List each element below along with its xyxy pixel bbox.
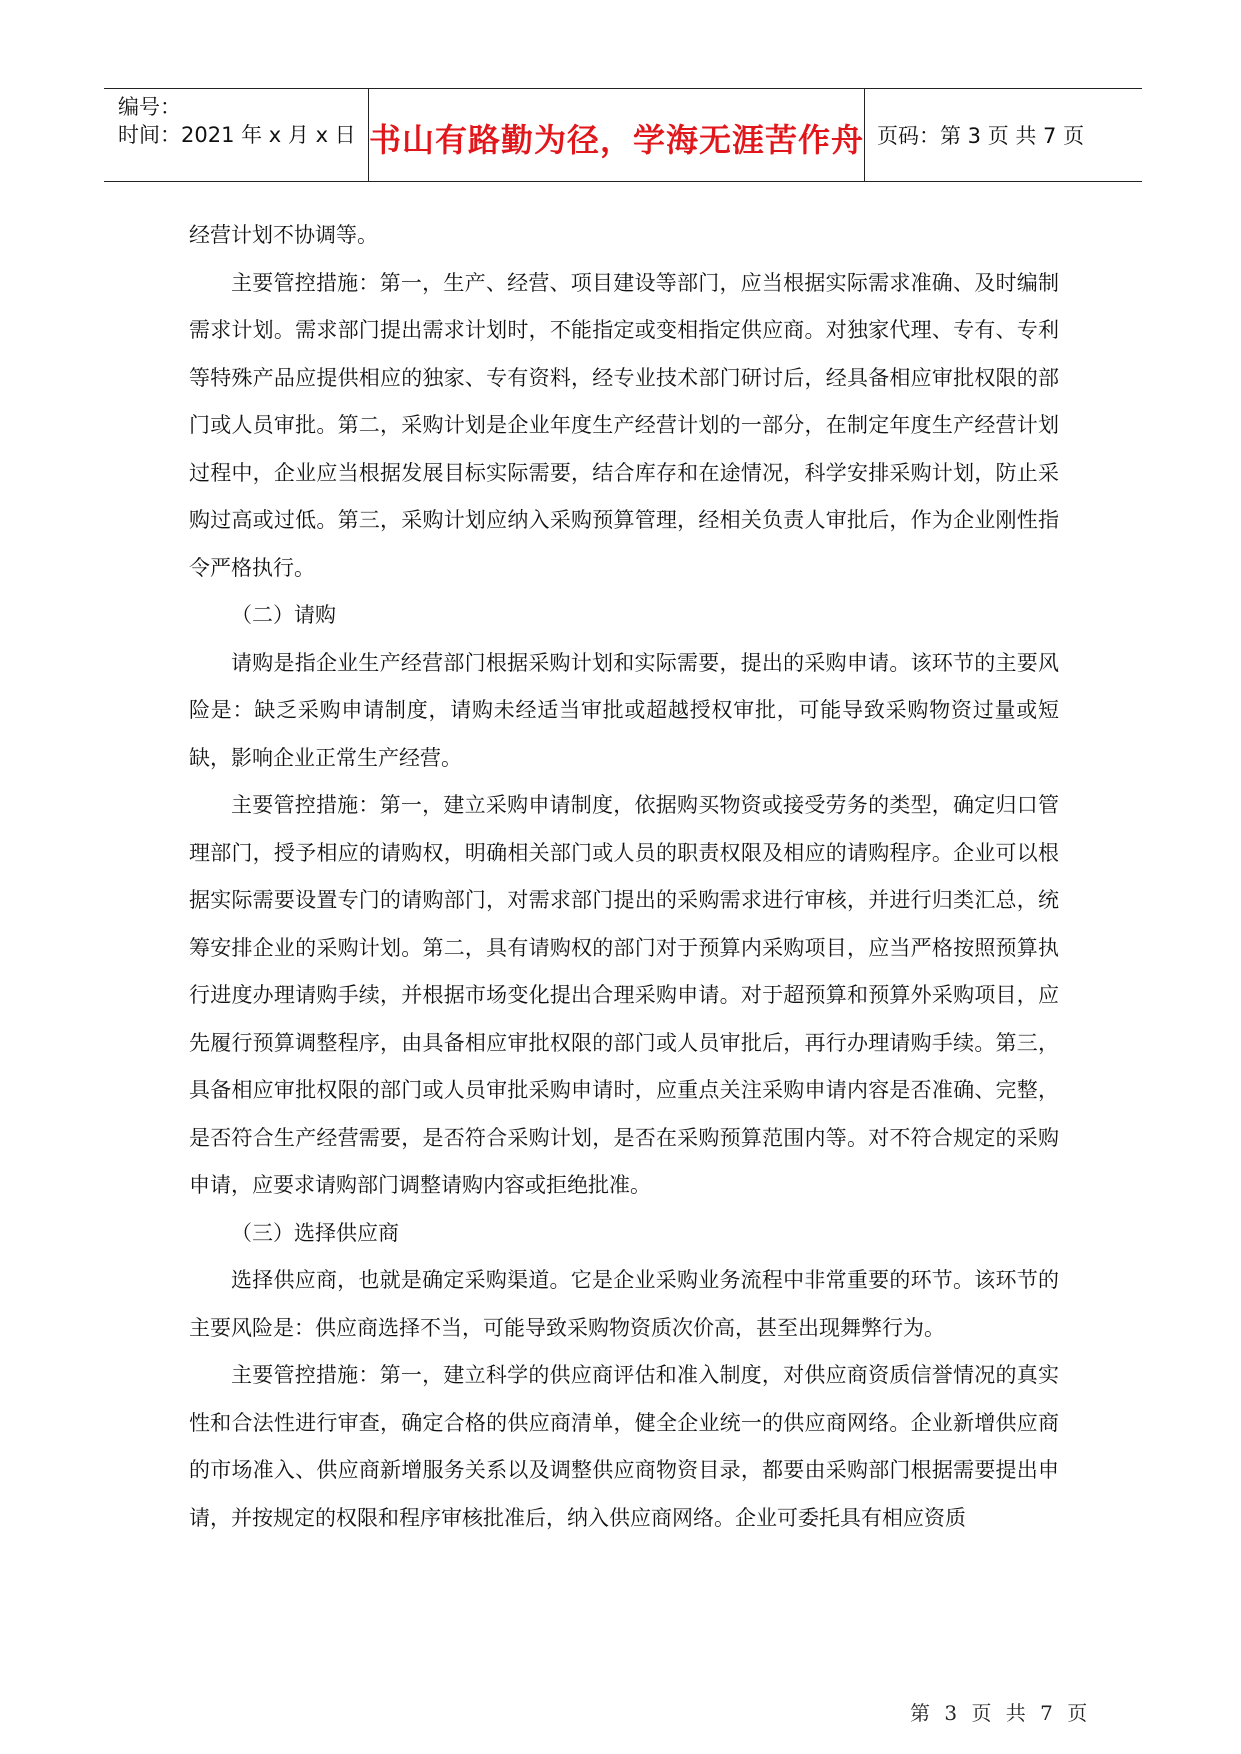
paragraph: 主要管控措施：第一，建立科学的供应商评估和准入制度，对供应商资质信誉情况的真实性和合法性进行审查，确定合格的供应商清单，健全企业统一的供应商网络。企业新增供应商的市场准入、供应商新增服务关系以及调整供应商物资目录，都要由采购部门根据需要提出申请，并按规定的权限和程序审核批准后，纳入供应商网络。企业可委托具有相应资质 [189, 1363, 1059, 1530]
page-footer: 第 3 页 共 7 页 [910, 1701, 1092, 1725]
page-header [104, 88, 1142, 182]
section-heading: （二）请购 [231, 603, 336, 627]
paragraph: 主要管控措施：第一，生产、经营、项目建设等部门，应当根据实际需求准确、及时编制需求计划。需求部门提出需求计划时，不能指定或变相指定供应商。对独家代理、专有、专利等特殊产品应提供相应的独家、专有资料，经专业技术部门研讨后，经具备相应审批权限的部门或人员审批。第二，采购计划是企业年度生产经营计划的一部分，在制定年度生产经营计划过程中，企业应当根据发展目标实际需要，结合库存和在途情况，科学安排采购计划，防止采购过高或过低。第三，采购计划应纳入采购预算管理，经相关负责人审批后，作为企业刚性指令严格执行。 [189, 270, 1059, 580]
paragraph: 选择供应商，也就是确定采购渠道。它是企业采购业务流程中非常重要的环节。该环节的主要风险是：供应商选择不当，可能导致采购物资质次价高，甚至出现舞弊行为。 [189, 1268, 1059, 1340]
document-time-label: 时间：2021 年 x 月 x 日 [118, 123, 356, 147]
section-heading: （三）选择供应商 [231, 1220, 399, 1245]
header-motto: 书山有路勤为径，学海无涯苦作舟 [369, 121, 865, 159]
header-page-code-cell [865, 89, 1142, 181]
paragraph: 主要管控措施：第一，建立采购申请制度，依据购买物资或接受劳务的类型，确定归口管理部门，授予相应的请购权，明确相关部门或人员的职责权限及相应的请购程序。企业可以根据实际需要设置专门的请购部门，对需求部门提出的采购需求进行审核，并进行归类汇总，统筹安排企业的采购计划。第二，具有请购权的部门对于预算内采购项目，应当严格按照预算执行进度办理请购手续，并根据市场变化提出合理采购申请。对于超预算和预算外采购项目，应先履行预算调整程序，由具备相应审批权限的部门或人员审批后，再行办理请购手续。第三，具备相应审批权限的部门或人员审批采购申请时，应重点关注采购申请内容是否准确、完整，是否符合生产经营需要，是否符合采购计划，是否在采购预算范围内等。对不符合规定的采购申请，应要求请购部门调整请购内容或拒绝批准。 [189, 793, 1059, 1197]
header-meta [104, 89, 369, 181]
document-body [189, 212, 1059, 1542]
paragraph: 经营计划不协调等。 [189, 223, 378, 247]
header-page-code: 页码：第 3 页 共 7 页 [877, 124, 1085, 148]
document-number-label: 编号： [118, 95, 181, 119]
header-motto-cell [369, 89, 865, 181]
paragraph: 请购是指企业生产经营部门根据采购计划和实际需要，提出的采购申请。该环节的主要风险是：缺乏采购申请制度，请购未经适当审批或超越授权审批，可能导致采购物资过量或短缺，影响企业正常生产经营。 [189, 650, 1059, 770]
